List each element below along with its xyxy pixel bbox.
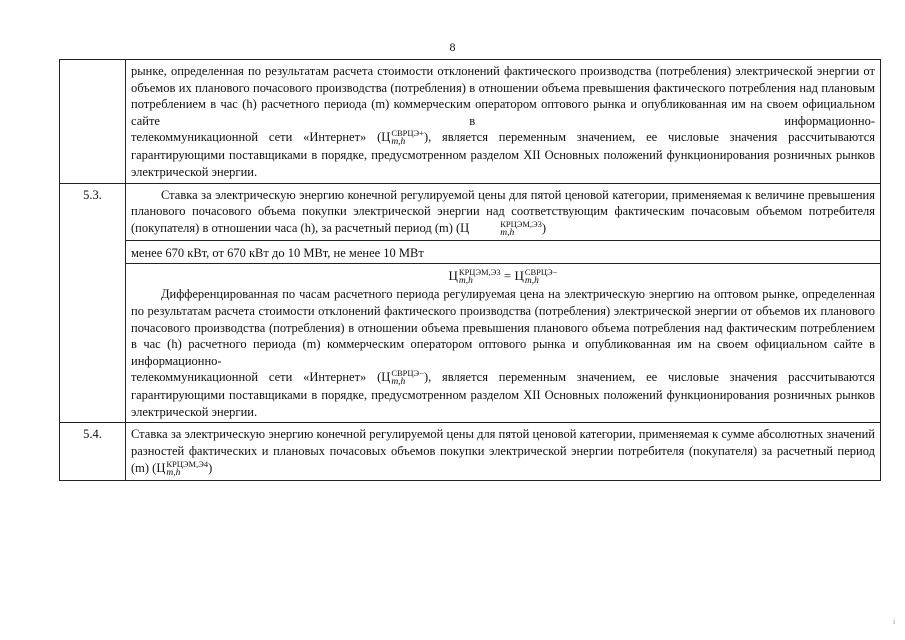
voltage-levels-cell xyxy=(126,240,881,264)
voltage-levels: менее 670 кВт, от 670 кВт до 10 МВт, не менее 10 МВт xyxy=(131,245,424,260)
formula-description: Дифференцированная по часам расчетного периода регулируемая цена на электрическую энергию на оптовом рынке, определенная по результатам расчета стоимости отклонений фактического производства (потребления) электрической энергии от объемов их планового почасового производства (потребления) в отношении объема превышения планового объема потребления над фактическим потреблением в час (h) расчетного периода (m) коммерческим оператором оптового рынка и опубликованная им на своем официальном сайте в информационно- xyxy=(131,287,875,368)
table-row xyxy=(60,423,881,480)
formula-cell xyxy=(126,264,881,423)
page-number: 8 xyxy=(449,40,456,54)
row-number: 5.3. xyxy=(60,183,126,423)
price-symbol: Ц СВРЦЭ− m,h xyxy=(381,368,424,388)
scan-mark: i xyxy=(893,617,896,626)
table-row xyxy=(60,183,881,240)
continued-description-cell xyxy=(126,60,881,184)
table-row xyxy=(60,240,881,264)
table-row xyxy=(60,264,881,423)
row-number-cell xyxy=(60,60,126,184)
row-title-text: Ставка за электрическую энергию конечной регулируемой цены для пятой ценовой категории, применяемая к сумме абсолютных значений разностей фактических и плановых почасовых объемов покупки электрической энергии потребителя (покупателя) за расчетный период (m) (Ц КРЦЭМ,Э4 m,h ) xyxy=(131,427,875,478)
price-symbol: Ц СВРЦЭ+ m,h xyxy=(381,128,424,148)
row-title-cell xyxy=(126,423,881,480)
tariff-table xyxy=(59,59,881,481)
price-symbol: Ц КРЦЭМ,Э3 m,h xyxy=(460,218,542,238)
row-title-cell xyxy=(126,183,881,240)
row-number: 5.4. xyxy=(60,423,126,480)
formula-description-end: телекоммуникационной сети «Интернет» (Ц СВРЦЭ− m,h ), является переменным значением, ее числовые значения рассчитываются гарантирующими поставщиками в порядке, предусмотренном разделом XII Основных положений функционирования розничных рынков электрической энергии. xyxy=(131,368,875,419)
price-symbol: Ц КРЦЭМ,Э4 m,h xyxy=(156,458,209,478)
formula: Ц КРЦЭМ,Э3 m,h = Ц СВРЦЭ− m,h xyxy=(448,267,558,287)
row-title-text: Ставка за электрическую энергию конечной регулируемой цены для пятой ценовой категории, применяемая к величине превышения планового почасового объема покупки электрической энергии над соответствующим фактическим почасовым объемом потребителя (покупателя) в отношении часа (h), за расчетный период (m) (Ц КРЦЭМ,Э3 m,h ) xyxy=(131,187,875,238)
continued-text: рынке, определенная по результатам расчета стоимости отклонений фактического производства (потребления) электрической энергии от объемов их планового почасового производства (потребления) в отношении объема превышения фактического потребления над плановым потреблением в час (h) расчетного периода (m) коммерческим оператором оптового рынка и опубликованная им на своем официальном сайте в информационно- xyxy=(131,64,875,128)
continued-text-end: телекоммуникационной сети «Интернет» (Ц СВРЦЭ+ m,h ), является переменным значением, ее числовые значения рассчитываются гарантирующими поставщиками в порядке, предусмотренном разделом XII Основных положений функционирования розничных рынков электрической энергии. xyxy=(131,128,875,179)
table-row xyxy=(60,60,881,184)
